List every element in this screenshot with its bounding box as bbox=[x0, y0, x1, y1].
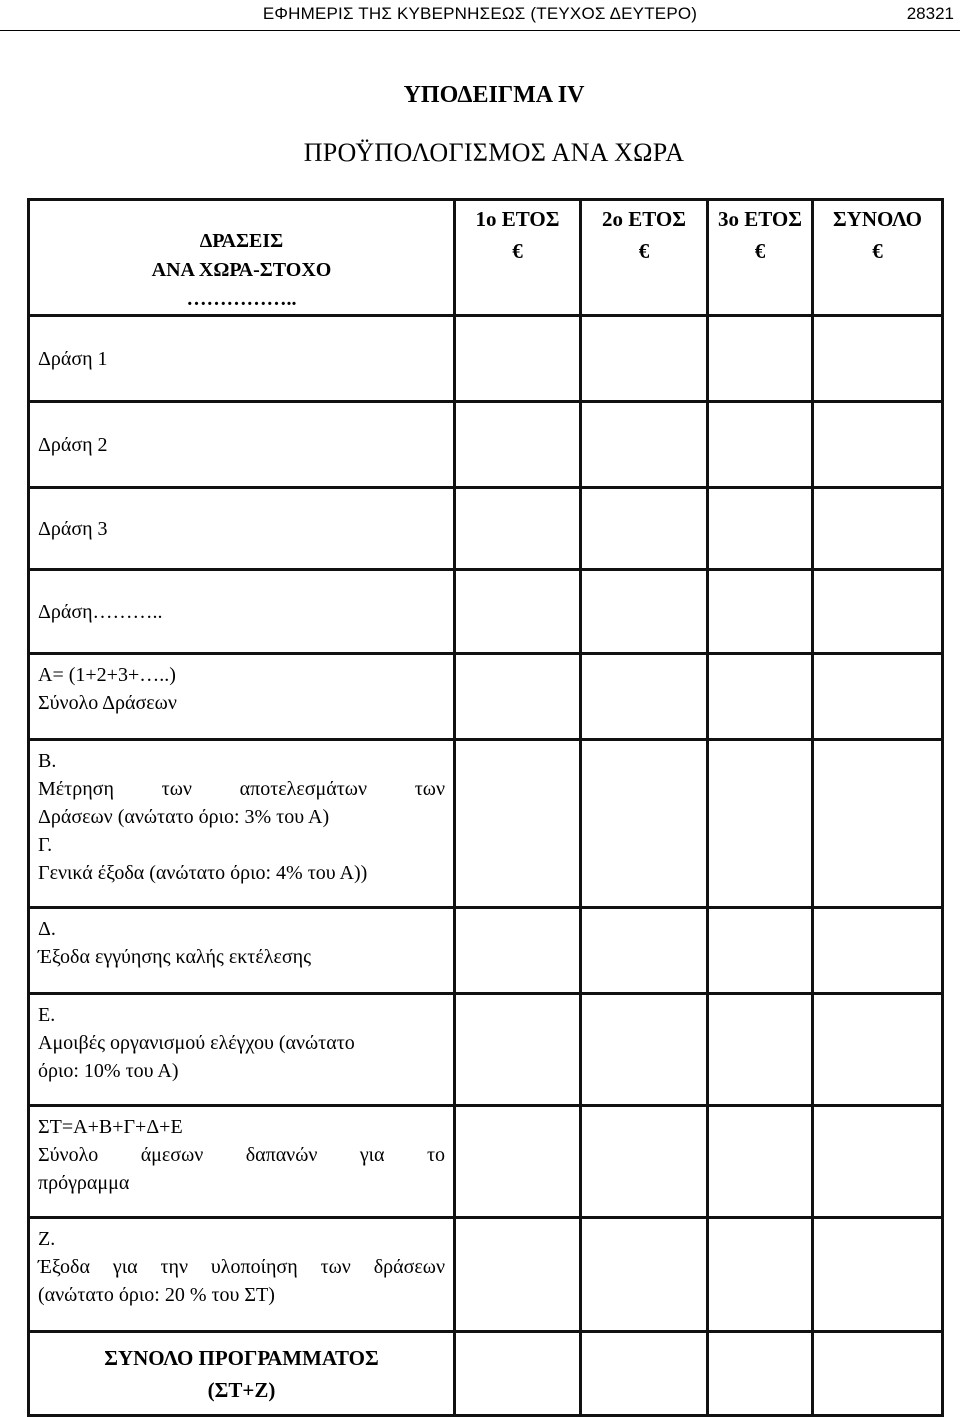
table-cell bbox=[581, 908, 708, 994]
table-cell bbox=[813, 994, 943, 1106]
table-row bbox=[29, 994, 943, 1106]
table-cell bbox=[581, 994, 708, 1106]
table-header-row bbox=[29, 200, 943, 316]
table-cell bbox=[455, 740, 581, 908]
table-cell bbox=[813, 1332, 943, 1416]
table-cell bbox=[581, 488, 708, 570]
column-header-year-3: 3ο ΕΤΟΣ € bbox=[708, 200, 813, 316]
table-cell bbox=[813, 1106, 943, 1218]
budget-title: ΠΡΟΫΠΟΛΟΓΙΣΜΟΣ ΑΝΑ ΧΩΡΑ bbox=[303, 138, 685, 167]
table-cell bbox=[708, 908, 813, 994]
row-label-action-3: Δράση 3 bbox=[29, 488, 455, 570]
table-cell bbox=[708, 402, 813, 488]
table-row bbox=[29, 316, 943, 402]
table-cell bbox=[455, 994, 581, 1106]
header-country-label: ΑΝΑ ΧΩΡΑ-ΣΤΟΧΟ bbox=[151, 259, 332, 281]
row-label-action-2: Δράση 2 bbox=[29, 402, 455, 488]
table-cell bbox=[813, 402, 943, 488]
table-row bbox=[29, 1106, 943, 1218]
table-cell bbox=[455, 1106, 581, 1218]
page-number: 28321 bbox=[906, 4, 954, 23]
table-cell bbox=[813, 654, 943, 740]
table-cell bbox=[708, 488, 813, 570]
table-cell bbox=[708, 654, 813, 740]
table-cell bbox=[708, 1106, 813, 1218]
header-placeholder: …………….. bbox=[186, 288, 297, 310]
currency-label: € bbox=[512, 239, 523, 263]
table-cell bbox=[708, 994, 813, 1106]
table-cell bbox=[813, 316, 943, 402]
column-header-total: ΣΥΝΟΛΟ € bbox=[813, 200, 943, 316]
table-cell bbox=[581, 1218, 708, 1332]
row-label-action-n: Δράση……….. bbox=[29, 570, 455, 654]
table-cell bbox=[581, 654, 708, 740]
table-cell bbox=[581, 402, 708, 488]
row-label-e: Ε. Αμοιβές οργανισμού ελέγχου (ανώτατο όριο: 10% του Α) bbox=[29, 994, 455, 1106]
table-cell bbox=[813, 908, 943, 994]
table-cell bbox=[455, 1332, 581, 1416]
running-header bbox=[0, 0, 960, 31]
table-cell bbox=[708, 740, 813, 908]
table-cell bbox=[813, 740, 943, 908]
currency-label: € bbox=[872, 239, 883, 263]
table-cell bbox=[455, 402, 581, 488]
row-label-d: Δ. Έξοδα εγγύησης καλής εκτέλεσης bbox=[29, 908, 455, 994]
table-cell bbox=[813, 570, 943, 654]
table-cell bbox=[581, 740, 708, 908]
table-cell bbox=[455, 316, 581, 402]
column-header-year-1: 1ο ΕΤΟΣ € bbox=[455, 200, 581, 316]
currency-label: € bbox=[638, 239, 650, 263]
table-cell bbox=[581, 1106, 708, 1218]
table-cell bbox=[581, 570, 708, 654]
row-label-st: ΣΤ=Α+Β+Γ+Δ+Ε Σύνολο άμεσων δαπανών για το πρόγραμμα bbox=[29, 1106, 455, 1218]
table-cell bbox=[581, 1332, 708, 1416]
table-row bbox=[29, 570, 943, 654]
table-row bbox=[29, 740, 943, 908]
table-total-row bbox=[29, 1332, 943, 1416]
table-cell bbox=[708, 570, 813, 654]
table-row bbox=[29, 402, 943, 488]
currency-label: € bbox=[754, 239, 766, 263]
row-label-action-1: Δράση 1 bbox=[29, 316, 455, 402]
table-cell bbox=[708, 1332, 813, 1416]
table-cell bbox=[455, 1218, 581, 1332]
table-row bbox=[29, 1218, 943, 1332]
row-label-b-c: Β. Μέτρηση των αποτελεσμάτων των Δράσεων (ανώτατο όριο: 3% του Α) Γ. Γενικά έξοδα (ανώτατο όριο: 4% του Α)) bbox=[29, 740, 455, 908]
table-cell bbox=[708, 1218, 813, 1332]
column-header-year-2: 2ο ΕΤΟΣ € bbox=[581, 200, 708, 316]
table-cell bbox=[455, 654, 581, 740]
program-total-label: ΣΥΝΟΛΟ ΠΡΟΓΡΑΜΜΑΤΟΣ (ΣΤ+Ζ) bbox=[29, 1332, 455, 1416]
table-cell bbox=[455, 570, 581, 654]
table-cell bbox=[813, 1218, 943, 1332]
template-title: ΥΠΟΔΕΙΓΜΑ IV bbox=[403, 82, 585, 108]
table-row bbox=[29, 908, 943, 994]
row-label-sum-a: Α= (1+2+3+…..) Σύνολο Δράσεων bbox=[29, 654, 455, 740]
budget-table bbox=[27, 198, 944, 1417]
table-row bbox=[29, 654, 943, 740]
header-actions-cell bbox=[29, 200, 455, 316]
table-cell bbox=[455, 488, 581, 570]
table-cell bbox=[455, 908, 581, 994]
gazette-title: ΕΦΗΜΕΡΙΣ ΤΗΣ ΚΥΒΕΡΝΗΣΕΩΣ (ΤΕΥΧΟΣ ΔΕΥΤΕΡΟ) bbox=[262, 4, 698, 23]
table-cell bbox=[581, 316, 708, 402]
table-row bbox=[29, 488, 943, 570]
table-cell bbox=[708, 316, 813, 402]
header-actions-label: ΔΡΑΣΕΙΣ bbox=[199, 230, 284, 252]
row-label-z: Ζ. Έξοδα για την υλοποίηση των δράσεων (ανώτατο όριο: 20 % του ΣΤ) bbox=[29, 1218, 455, 1332]
table-cell bbox=[813, 488, 943, 570]
